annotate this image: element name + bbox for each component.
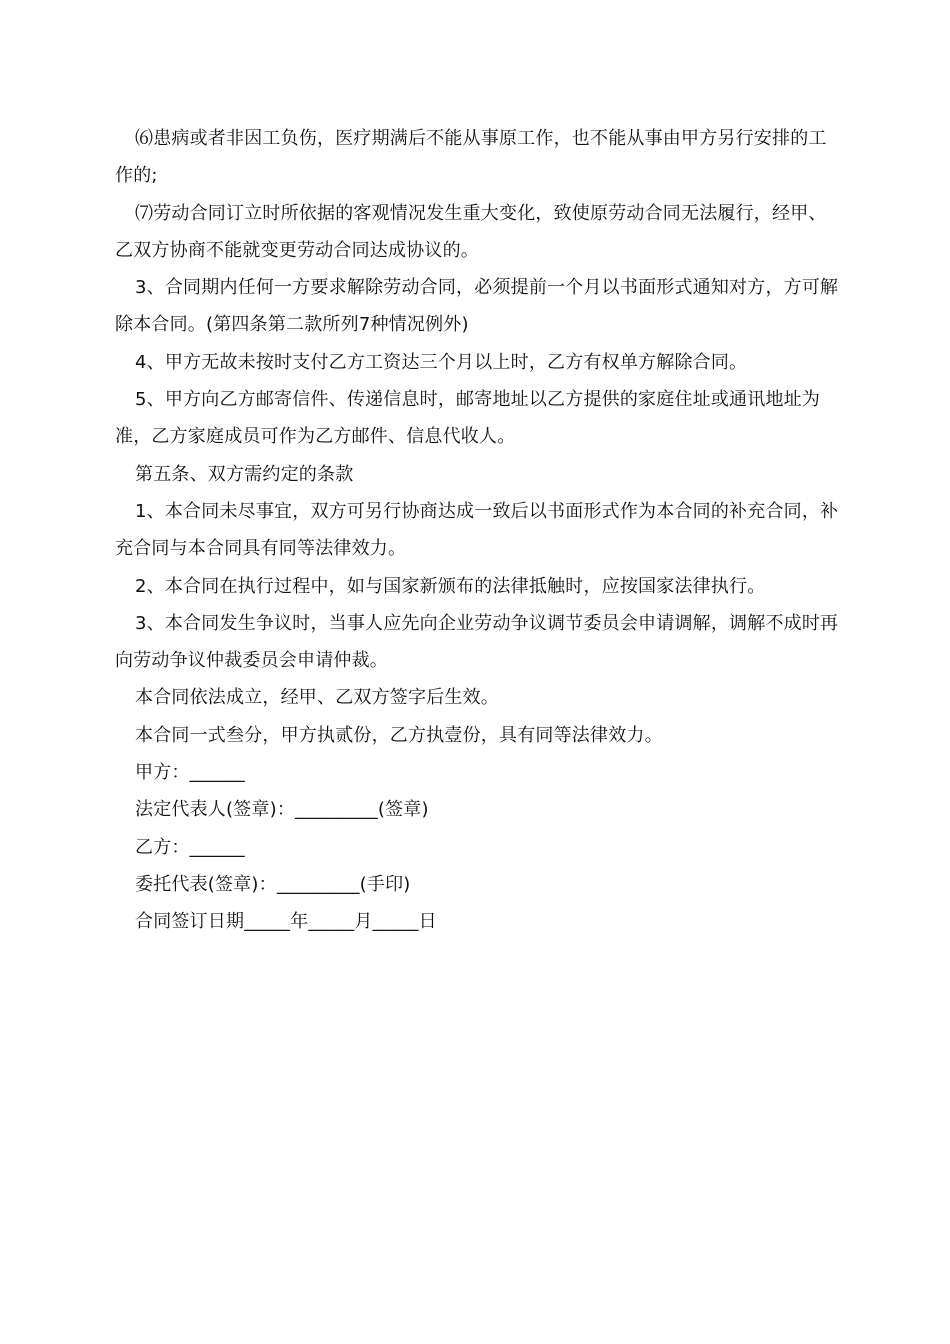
party-a-line: 甲方：______: [135, 762, 245, 784]
clause-6-illness: ⑹患病或者非因工负伤，医疗期满后不能从事原工作，也不能从事由甲方另行安排的工作的;: [115, 128, 827, 187]
party-b-line: 乙方：______: [135, 836, 245, 858]
clause-3-notice-termination: 3、合同期内任何一方要求解除劳动合同，必须提前一个月以书面形式通知对方，方可解除本合同。(第四条第二款所列7种情况例外): [115, 277, 839, 336]
article-5-item-2: 2、本合同在执行过程中，如与国家新颁布的法律抵触时，应按国家法律执行。: [135, 575, 766, 597]
signing-date-line: 合同签订日期_____年_____月_____日: [135, 911, 437, 933]
authorized-representative-line: 委托代表(签章)：_________(手印): [135, 873, 411, 895]
copies-clause: 本合同一式叁分，甲方执贰份，乙方执壹份，具有同等法律效力。: [135, 724, 663, 746]
legal-representative-line: 法定代表人(签章)：_________(签章): [135, 799, 429, 821]
effective-clause: 本合同依法成立，经甲、乙双方签字后生效。: [135, 687, 499, 709]
article-5-item-1: 1、本合同未尽事宜，双方可另行协商达成一致后以书面形式作为本合同的补充合同，补充合同与本合同具有同等法律效力。: [115, 500, 839, 560]
clause-4-unpaid-wages: 4、甲方无故未按时支付乙方工资达三个月以上时，乙方有权单方解除合同。: [135, 351, 748, 373]
article-5-item-3: 3、本合同发生争议时，当事人应先向企业劳动争议调节委员会申请调解，调解不成时再向劳动争议仲裁委员会申请仲裁。: [115, 612, 839, 672]
clause-7-circumstance-change: ⑺劳动合同订立时所依据的客观情况发生重大变化，致使原劳动合同无法履行，经甲、乙双方协商不能就变更劳动合同达成协议的。: [115, 202, 827, 261]
clause-5-mailing-address: 5、甲方向乙方邮寄信件、传递信息时，邮寄地址以乙方提供的家庭住址或通讯地址为准，乙方家庭成员可作为乙方邮件、信息代收人。: [115, 389, 821, 448]
document-body: [115, 120, 840, 941]
article-5-heading: 第五条、双方需约定的条款: [135, 463, 354, 485]
